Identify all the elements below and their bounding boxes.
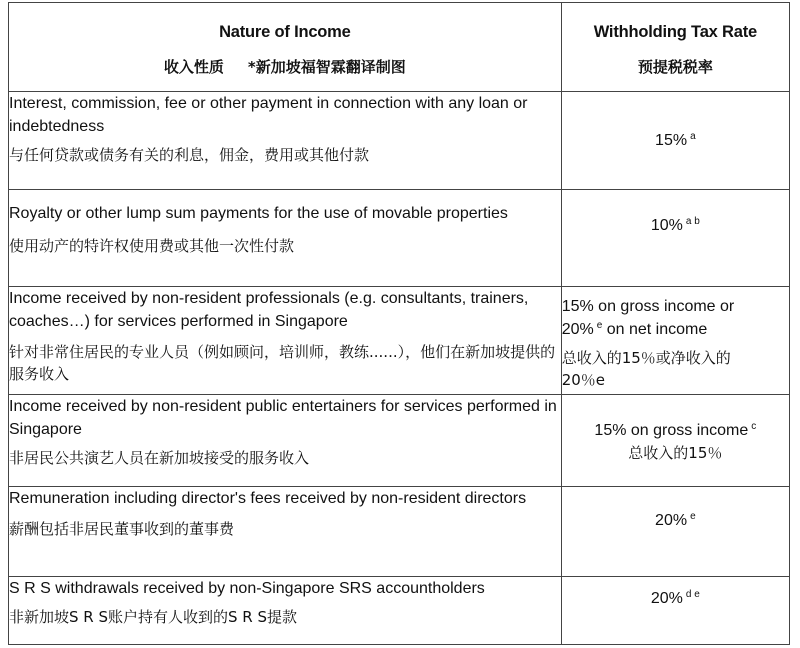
nature-en: Interest, commission, fee or other payment in connection with any loan or indebtedness xyxy=(9,95,528,135)
nature-cell xyxy=(9,487,562,577)
header-rate-en: Withholding Tax Rate xyxy=(593,23,757,41)
rate-value: 15% on gross income xyxy=(594,422,749,439)
rate-zh: 总收入的15％ xyxy=(628,444,723,462)
nature-cell xyxy=(9,190,562,287)
nature-zh: 针对非常住居民的专业人员（例如顾问，培训师，教练......），他们在新加坡提供的服务收入 xyxy=(9,343,556,383)
nature-zh: 非居民公共演艺人员在新加坡接受的服务收入 xyxy=(9,449,310,467)
nature-cell xyxy=(9,577,562,645)
nature-cell xyxy=(9,395,562,487)
header-nature-of-income xyxy=(9,3,562,92)
nature-en: Remuneration including director's fees received by non-resident directors xyxy=(9,490,527,507)
rate-basis: on net income xyxy=(606,321,708,338)
rate-cell xyxy=(561,487,789,577)
nature-cell xyxy=(9,92,562,190)
table-row xyxy=(9,287,790,395)
nature-en: Income received by non-resident professionals (e.g. consultants, trainers, coaches…) for services performed in Singapore xyxy=(9,290,529,330)
rate-value: 20% xyxy=(655,512,688,529)
header-rate-zh: 预提税税率 xyxy=(637,58,713,76)
rate-value: 20% xyxy=(650,590,683,607)
table-row xyxy=(9,577,790,645)
rate-footnote: e xyxy=(690,511,696,522)
rate-footnote: a xyxy=(690,131,696,142)
nature-en: Income received by non-resident public entertainers for services performed in Singapore xyxy=(9,398,557,438)
rate-line1: 15% on gross income or xyxy=(561,298,735,315)
header-nature-zh-line xyxy=(9,56,561,77)
header-nature-en: Nature of Income xyxy=(219,23,351,41)
header-nature-zh: 收入性质 xyxy=(163,58,224,76)
rate-cell xyxy=(561,190,789,287)
nature-zh: 与任何贷款或债务有关的利息，佣金，费用或其他付款 xyxy=(9,146,370,164)
table-header-row xyxy=(9,3,790,92)
table-row xyxy=(9,395,790,487)
nature-zh: 薪酬包括非居民董事收到的董事费 xyxy=(9,520,235,538)
rate-cell xyxy=(561,287,789,395)
nature-en: S R S withdrawals received by non-Singapore SRS accountholders xyxy=(9,580,485,597)
withholding-tax-table xyxy=(8,2,790,645)
nature-zh: 使用动产的特许权使用费或其他一次性付款 xyxy=(9,237,295,255)
table-row xyxy=(9,92,790,190)
nature-en: Royalty or other lump sum payments for the use of movable properties xyxy=(9,205,508,222)
rate-cell xyxy=(561,577,789,645)
rate-cell xyxy=(561,395,789,487)
nature-zh: 非新加坡S R S账户持有人收到的S R S提款 xyxy=(9,608,298,626)
rate-zh: 总收入的15％或净收入的20％e xyxy=(561,349,731,389)
table-row xyxy=(9,190,790,287)
rate-value: 20% xyxy=(561,321,594,338)
rate-cell xyxy=(561,92,789,190)
rate-value: 15% xyxy=(655,132,688,149)
nature-cell xyxy=(9,287,562,395)
rate-footnote: a b xyxy=(685,216,700,227)
header-translator-note: *新加坡福智霖翻译制图 xyxy=(247,58,406,76)
rate-line2 xyxy=(562,318,789,341)
table-row xyxy=(9,487,790,577)
header-withholding-rate xyxy=(561,3,789,92)
rate-footnote: e xyxy=(596,320,603,331)
rate-footnote: d e xyxy=(685,589,700,600)
rate-value: 10% xyxy=(650,217,683,234)
rate-footnote: c xyxy=(751,421,757,432)
